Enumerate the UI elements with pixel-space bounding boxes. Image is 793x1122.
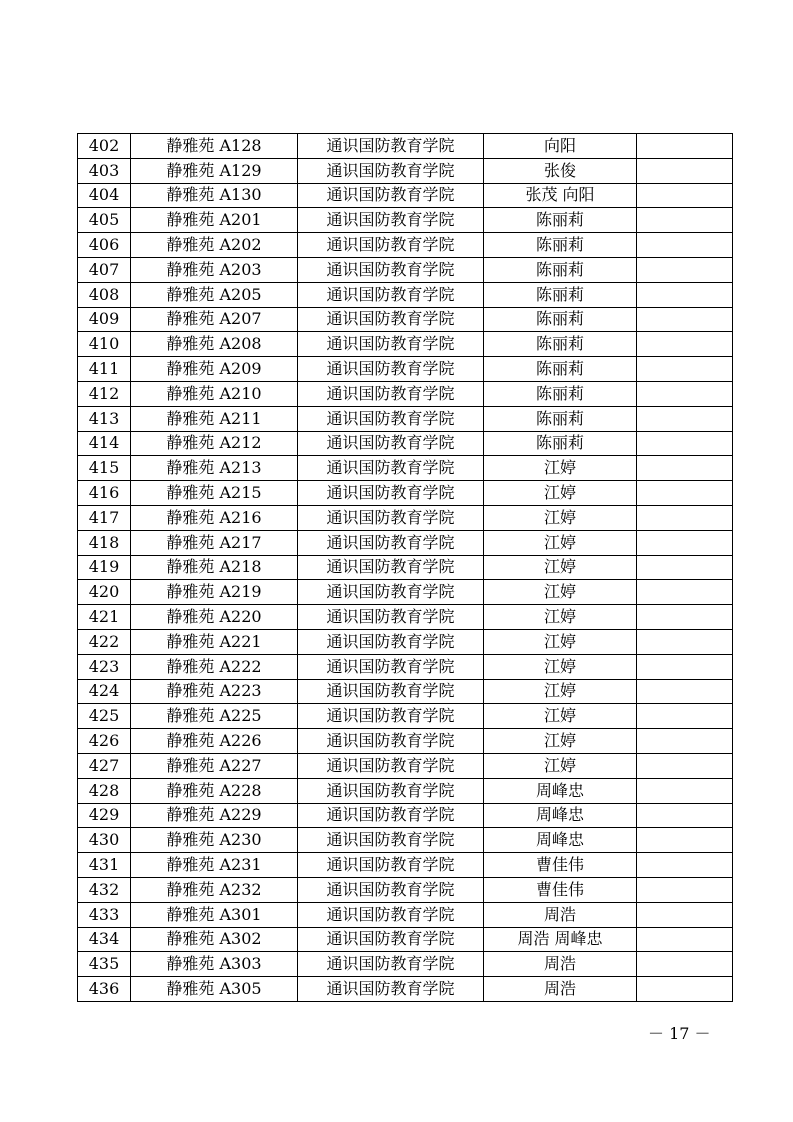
table-row [78,704,733,729]
note-cell [637,456,733,481]
room-cell: 静雅苑 A225 [131,704,298,729]
room-cell: 静雅苑 A303 [131,952,298,977]
row-number-cell: 432 [78,877,131,902]
table-row [78,183,733,208]
row-number-cell: 409 [78,307,131,332]
room-cell: 静雅苑 A229 [131,803,298,828]
note-cell [637,406,733,431]
room-cell: 静雅苑 A305 [131,977,298,1002]
table-row [78,158,733,183]
table-row [78,952,733,977]
row-number-cell: 430 [78,828,131,853]
row-number-cell: 412 [78,381,131,406]
counselor-cell: 周浩 周峰忠 [484,927,637,952]
counselor-cell: 江婷 [484,753,637,778]
counselor-cell: 向阳 [484,134,637,159]
note-cell [637,654,733,679]
note-cell [637,927,733,952]
college-cell: 通识国防教育学院 [298,828,484,853]
college-cell: 通识国防教育学院 [298,679,484,704]
dormitory-assignment-table [77,133,733,1002]
table-row [78,332,733,357]
room-cell: 静雅苑 A222 [131,654,298,679]
note-cell [637,481,733,506]
room-cell: 静雅苑 A230 [131,828,298,853]
table-body [78,134,733,1002]
row-number-cell: 436 [78,977,131,1002]
college-cell: 通识国防教育学院 [298,456,484,481]
note-cell [637,431,733,456]
counselor-cell: 江婷 [484,704,637,729]
row-number-cell: 416 [78,481,131,506]
counselor-cell: 江婷 [484,481,637,506]
college-cell: 通识国防教育学院 [298,704,484,729]
table-row [78,406,733,431]
table-row [78,505,733,530]
college-cell: 通识国防教育学院 [298,233,484,258]
row-number-cell: 428 [78,778,131,803]
table-row [78,778,733,803]
college-cell: 通识国防教育学院 [298,431,484,456]
college-cell: 通识国防教育学院 [298,605,484,630]
note-cell [637,555,733,580]
row-number-cell: 418 [78,530,131,555]
row-number-cell: 404 [78,183,131,208]
note-cell [637,778,733,803]
college-cell: 通识国防教育学院 [298,902,484,927]
table-row [78,902,733,927]
room-cell: 静雅苑 A202 [131,233,298,258]
row-number-cell: 419 [78,555,131,580]
note-cell [637,183,733,208]
note-cell [637,679,733,704]
table-row [78,134,733,159]
counselor-cell: 江婷 [484,530,637,555]
note-cell [637,357,733,382]
counselor-cell: 陈丽莉 [484,332,637,357]
college-cell: 通识国防教育学院 [298,803,484,828]
college-cell: 通识国防教育学院 [298,357,484,382]
counselor-cell: 周峰忠 [484,828,637,853]
counselor-cell: 周浩 [484,902,637,927]
row-number-cell: 435 [78,952,131,977]
college-cell: 通识国防教育学院 [298,555,484,580]
note-cell [637,952,733,977]
note-cell [637,307,733,332]
counselor-cell: 陈丽莉 [484,307,637,332]
row-number-cell: 434 [78,927,131,952]
room-cell: 静雅苑 A128 [131,134,298,159]
note-cell [637,853,733,878]
table-row [78,803,733,828]
college-cell: 通识国防教育学院 [298,381,484,406]
room-cell: 静雅苑 A203 [131,257,298,282]
table-row [78,282,733,307]
counselor-cell: 周峰忠 [484,778,637,803]
row-number-cell: 424 [78,679,131,704]
room-cell: 静雅苑 A215 [131,481,298,506]
table-row [78,233,733,258]
table-row [78,208,733,233]
note-cell [637,257,733,282]
counselor-cell: 江婷 [484,580,637,605]
room-cell: 静雅苑 A227 [131,753,298,778]
note-cell [637,381,733,406]
table-row [78,307,733,332]
college-cell: 通识国防教育学院 [298,208,484,233]
table-row [78,729,733,754]
note-cell [637,282,733,307]
note-cell [637,729,733,754]
table-row [78,654,733,679]
note-cell [637,233,733,258]
college-cell: 通识国防教育学院 [298,257,484,282]
room-cell: 静雅苑 A208 [131,332,298,357]
row-number-cell: 433 [78,902,131,927]
row-number-cell: 417 [78,505,131,530]
counselor-cell: 周浩 [484,977,637,1002]
row-number-cell: 427 [78,753,131,778]
note-cell [637,208,733,233]
room-cell: 静雅苑 A217 [131,530,298,555]
counselor-cell: 陈丽莉 [484,282,637,307]
counselor-cell: 江婷 [484,605,637,630]
counselor-cell: 江婷 [484,629,637,654]
row-number-cell: 403 [78,158,131,183]
college-cell: 通识国防教育学院 [298,977,484,1002]
note-cell [637,877,733,902]
counselor-cell: 陈丽莉 [484,233,637,258]
table-row [78,977,733,1002]
college-cell: 通识国防教育学院 [298,729,484,754]
table-row [78,257,733,282]
college-cell: 通识国防教育学院 [298,629,484,654]
counselor-cell: 陈丽莉 [484,406,637,431]
room-cell: 静雅苑 A210 [131,381,298,406]
note-cell [637,505,733,530]
room-cell: 静雅苑 A223 [131,679,298,704]
room-cell: 静雅苑 A302 [131,927,298,952]
college-cell: 通识国防教育学院 [298,877,484,902]
table-row [78,753,733,778]
table-row [78,629,733,654]
counselor-cell: 江婷 [484,729,637,754]
table-row [78,605,733,630]
room-cell: 静雅苑 A212 [131,431,298,456]
counselor-cell: 陈丽莉 [484,381,637,406]
table-row [78,555,733,580]
row-number-cell: 408 [78,282,131,307]
room-cell: 静雅苑 A232 [131,877,298,902]
room-cell: 静雅苑 A130 [131,183,298,208]
college-cell: 通识国防教育学院 [298,952,484,977]
counselor-cell: 曹佳伟 [484,853,637,878]
table-row [78,927,733,952]
row-number-cell: 421 [78,605,131,630]
table-row [78,431,733,456]
table-row [78,828,733,853]
counselor-cell: 江婷 [484,505,637,530]
row-number-cell: 429 [78,803,131,828]
note-cell [637,530,733,555]
room-cell: 静雅苑 A301 [131,902,298,927]
counselor-cell: 曹佳伟 [484,877,637,902]
note-cell [637,977,733,1002]
note-cell [637,803,733,828]
row-number-cell: 414 [78,431,131,456]
room-cell: 静雅苑 A207 [131,307,298,332]
counselor-cell: 陈丽莉 [484,431,637,456]
room-cell: 静雅苑 A220 [131,605,298,630]
table-row [78,481,733,506]
room-cell: 静雅苑 A216 [131,505,298,530]
college-cell: 通识国防教育学院 [298,183,484,208]
row-number-cell: 407 [78,257,131,282]
note-cell [637,158,733,183]
college-cell: 通识国防教育学院 [298,853,484,878]
counselor-cell: 江婷 [484,679,637,704]
note-cell [637,629,733,654]
row-number-cell: 426 [78,729,131,754]
room-cell: 静雅苑 A228 [131,778,298,803]
note-cell [637,580,733,605]
table-row [78,381,733,406]
table-row [78,853,733,878]
college-cell: 通识国防教育学院 [298,282,484,307]
room-cell: 静雅苑 A129 [131,158,298,183]
counselor-cell: 陈丽莉 [484,257,637,282]
note-cell [637,704,733,729]
row-number-cell: 431 [78,853,131,878]
counselor-cell: 周浩 [484,952,637,977]
college-cell: 通识国防教育学院 [298,530,484,555]
room-cell: 静雅苑 A213 [131,456,298,481]
room-cell: 静雅苑 A201 [131,208,298,233]
college-cell: 通识国防教育学院 [298,753,484,778]
row-number-cell: 406 [78,233,131,258]
counselor-cell: 张茂 向阳 [484,183,637,208]
college-cell: 通识国防教育学院 [298,505,484,530]
college-cell: 通识国防教育学院 [298,580,484,605]
table-row [78,456,733,481]
note-cell [637,605,733,630]
college-cell: 通识国防教育学院 [298,332,484,357]
row-number-cell: 405 [78,208,131,233]
room-cell: 静雅苑 A209 [131,357,298,382]
counselor-cell: 陈丽莉 [484,208,637,233]
college-cell: 通识国防教育学院 [298,307,484,332]
college-cell: 通识国防教育学院 [298,158,484,183]
counselor-cell: 江婷 [484,456,637,481]
college-cell: 通识国防教育学院 [298,481,484,506]
college-cell: 通识国防教育学院 [298,654,484,679]
table-row [78,679,733,704]
row-number-cell: 402 [78,134,131,159]
note-cell [637,332,733,357]
row-number-cell: 415 [78,456,131,481]
counselor-cell: 陈丽莉 [484,357,637,382]
room-cell: 静雅苑 A221 [131,629,298,654]
room-cell: 静雅苑 A205 [131,282,298,307]
college-cell: 通识国防教育学院 [298,778,484,803]
counselor-cell: 周峰忠 [484,803,637,828]
note-cell [637,828,733,853]
room-cell: 静雅苑 A226 [131,729,298,754]
counselor-cell: 江婷 [484,555,637,580]
row-number-cell: 423 [78,654,131,679]
college-cell: 通识国防教育学院 [298,406,484,431]
table-row [78,357,733,382]
row-number-cell: 410 [78,332,131,357]
note-cell [637,134,733,159]
counselor-cell: 张俊 [484,158,637,183]
row-number-cell: 422 [78,629,131,654]
room-cell: 静雅苑 A231 [131,853,298,878]
table-row [78,877,733,902]
note-cell [637,902,733,927]
row-number-cell: 413 [78,406,131,431]
note-cell [637,753,733,778]
row-number-cell: 420 [78,580,131,605]
row-number-cell: 425 [78,704,131,729]
room-cell: 静雅苑 A211 [131,406,298,431]
college-cell: 通识国防教育学院 [298,134,484,159]
page-number: － 17 － [648,1024,711,1043]
table-row [78,580,733,605]
counselor-cell: 江婷 [484,654,637,679]
row-number-cell: 411 [78,357,131,382]
room-cell: 静雅苑 A219 [131,580,298,605]
college-cell: 通识国防教育学院 [298,927,484,952]
table-row [78,530,733,555]
room-cell: 静雅苑 A218 [131,555,298,580]
